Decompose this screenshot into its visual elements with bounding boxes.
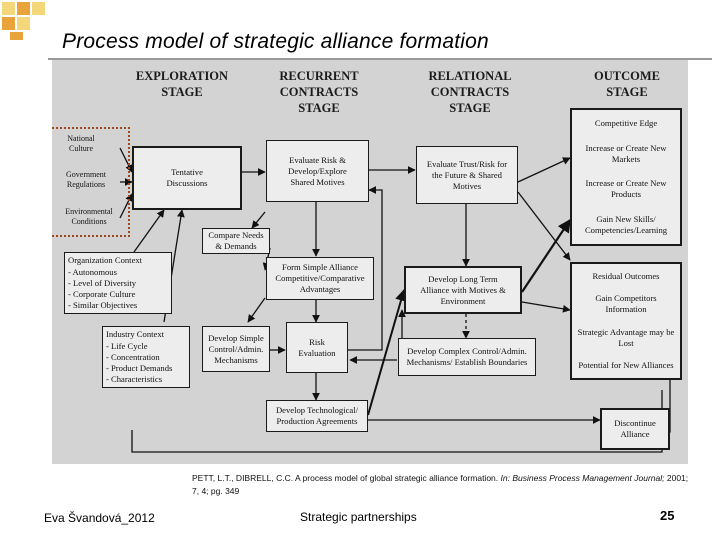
arrow-feedback-bottom	[132, 390, 662, 452]
box-line: Shared Motives	[290, 176, 345, 187]
box-line: Form Simple Alliance	[282, 262, 358, 272]
outcome-item: Gain New Skills/ Competencies/Learning	[584, 214, 668, 236]
outcome-item: Increase or Create New Products	[585, 178, 667, 200]
discontinue-alliance-box	[600, 408, 670, 450]
box-line: Compare Needs	[208, 230, 264, 240]
evaluate-trust-box	[416, 146, 518, 204]
box-line: Develop Technological/	[275, 405, 359, 415]
box-line: the Future & Shared	[432, 169, 502, 180]
evaluate-risk-box	[266, 140, 369, 202]
industry-context-item: - Concentration	[106, 352, 160, 362]
stage-recurrent	[260, 68, 378, 116]
org-context-item: - Similar Objectives	[68, 300, 138, 310]
stage-label: CONTRACTS	[279, 85, 359, 99]
arrow-longterm-outcome	[522, 220, 570, 292]
label-line: Culture	[69, 144, 93, 153]
box-line: Develop Long Term	[428, 273, 498, 284]
box-line: Develop/Explore	[288, 165, 347, 176]
stage-label: STAGE	[606, 85, 648, 99]
stage-label: EXPLORATION	[135, 69, 229, 83]
tentative-discussions-box	[132, 146, 242, 210]
develop-long-term-box	[404, 266, 522, 314]
positive-outcomes-box	[570, 108, 682, 246]
arrow-trust-residual	[518, 192, 570, 260]
label-line: Conditions	[71, 217, 107, 226]
label-line: National	[67, 134, 95, 143]
org-context-title: Organization Context	[68, 255, 143, 265]
org-context-item: - Corporate Culture	[68, 289, 136, 299]
industry-context-item: - Life Cycle	[106, 341, 148, 351]
stage-label: STAGE	[161, 85, 203, 99]
box-line: Develop Simple	[208, 332, 264, 343]
organization-context-box	[64, 252, 172, 314]
arrow-org-tentative	[134, 210, 164, 252]
box-line: Production Agreements	[276, 416, 358, 426]
outcome-item: Residual Outcomes	[592, 270, 660, 281]
box-line: Control/Admin.	[208, 343, 264, 354]
stage-label: RELATIONAL	[428, 69, 512, 83]
stage-label: CONTRACTS	[430, 85, 510, 99]
box-line: Evaluate Trust/Risk for	[426, 158, 508, 169]
box-line: Evaluation	[298, 347, 336, 358]
environmental-conditions-label	[54, 207, 124, 227]
citation-authors: PETT, L.T., DIBRELL, C.C. A process model of global strategic alliance formation.	[192, 473, 499, 483]
box-line: Competitive/Comparative	[275, 273, 365, 283]
org-context-item: - Level of Diversity	[68, 278, 137, 288]
industry-context-item: - Characteristics	[106, 374, 163, 384]
footer-topic: Strategic partnerships	[300, 510, 417, 524]
page-number: 25	[660, 508, 675, 523]
outcome-item: Competitive Edge	[594, 117, 658, 128]
compare-needs-box	[202, 228, 270, 254]
risk-evaluation-box	[286, 322, 348, 373]
develop-technological-box	[266, 400, 368, 432]
box-line: Mechanisms	[214, 354, 258, 365]
outcome-item: Potential for New Alliances	[578, 360, 674, 371]
box-line: Evaluate Risk &	[289, 154, 346, 165]
citation-in-label: In:	[500, 473, 510, 483]
industry-context-box	[102, 326, 190, 388]
label-line: Regulations	[66, 180, 106, 189]
form-simple-alliance-box	[266, 257, 374, 300]
process-diagram	[52, 60, 688, 464]
org-context-item: - Autonomous	[68, 267, 117, 277]
develop-simple-control-box	[202, 326, 270, 372]
arrow-evaluate-compare	[252, 212, 265, 228]
outcome-item: Gain Competitors Information	[595, 293, 657, 315]
corner-decoration	[0, 0, 60, 40]
arrow-form-control	[248, 298, 265, 322]
stage-label: STAGE	[298, 101, 340, 115]
box-line: Tentative	[171, 167, 203, 177]
box-line: Develop Complex Control/Admin.	[407, 346, 527, 356]
stage-label: RECURRENT	[279, 69, 359, 83]
box-line: Environment	[440, 295, 486, 306]
stage-outcome	[572, 68, 682, 100]
stage-exploration	[122, 68, 242, 100]
industry-context-title: Industry Context	[106, 329, 165, 339]
stage-label: STAGE	[449, 101, 491, 115]
box-line: Alliance with Motives &	[420, 284, 506, 295]
stage-relational	[410, 68, 530, 116]
outcome-item: Strategic Advantage may be Lost	[577, 326, 675, 348]
national-culture-label	[56, 134, 106, 154]
source-citation	[192, 472, 692, 498]
box-line: Advantages	[299, 284, 341, 294]
label-line: Government	[66, 170, 106, 179]
arrow-trust-outcome	[518, 158, 570, 182]
box-line: Alliance	[620, 429, 650, 439]
label-line: Environmental	[65, 207, 113, 216]
footer-author: Eva Švandová_2012	[44, 511, 155, 525]
stage-label: OUTCOME	[594, 69, 660, 83]
residual-outcomes-box	[570, 262, 682, 380]
arrow-longterm-residual	[522, 302, 570, 310]
box-line: & Demands	[215, 241, 257, 251]
government-regulations-label	[54, 170, 118, 190]
box-line: Risk	[309, 336, 325, 347]
industry-context-item: - Product Demands	[106, 363, 173, 373]
outcome-item: Increase or Create New Markets	[585, 142, 667, 164]
box-line: Motives	[452, 180, 482, 191]
citation-details: 2001; 7, 4; pg. 349	[192, 473, 689, 496]
box-line: Discontinue	[614, 418, 656, 428]
develop-complex-control-box	[398, 338, 536, 376]
citation-journal: Business Process Management Journal;	[512, 473, 665, 483]
box-line: Discussions	[166, 178, 208, 188]
page-title: Process model of strategic alliance formation	[62, 30, 489, 53]
box-line: Mechanisms/ Establish Boundaries	[406, 357, 528, 367]
